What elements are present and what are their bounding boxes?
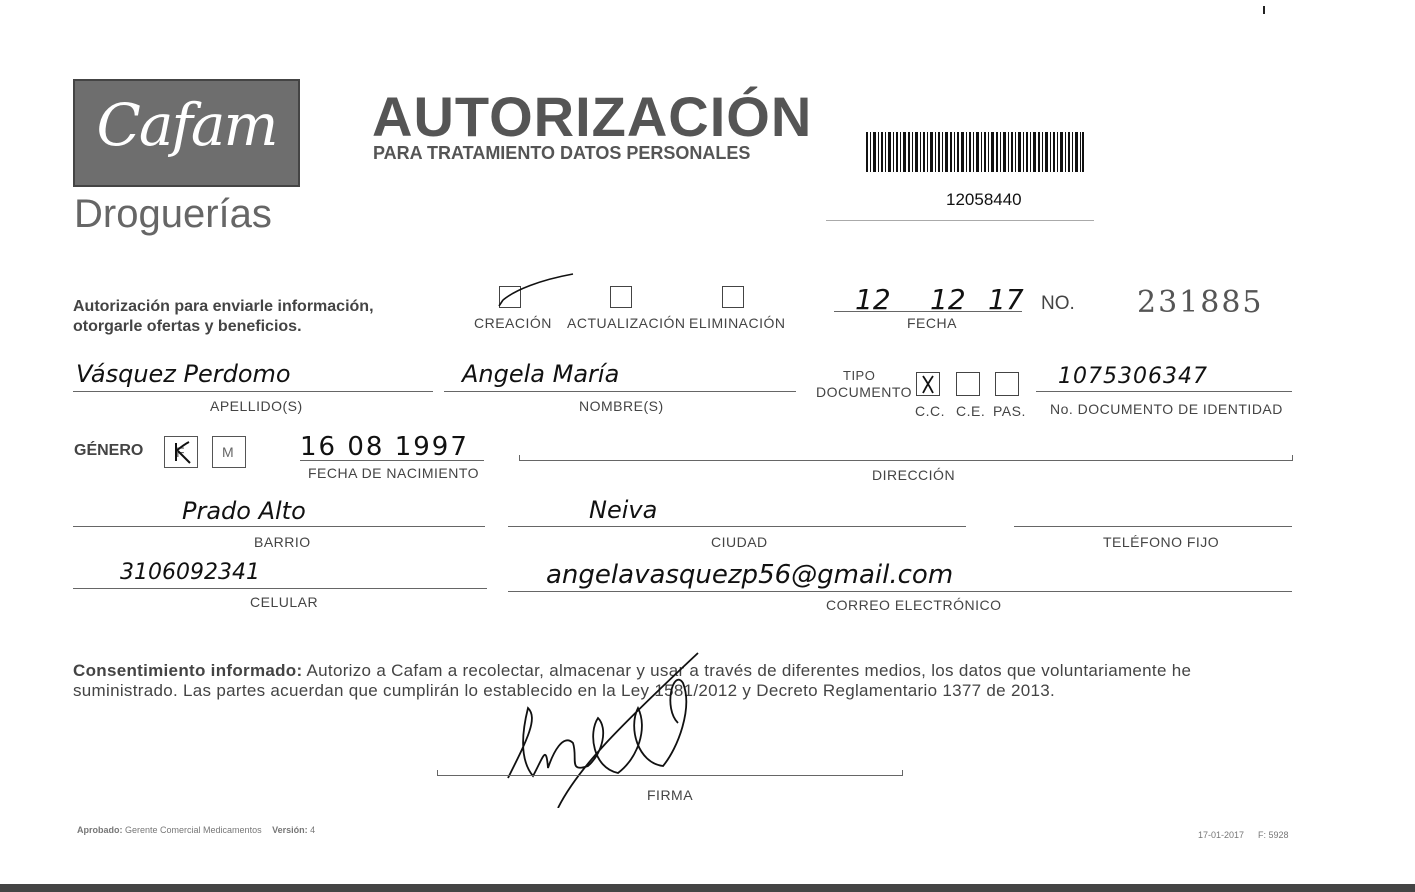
logo-text: Cafam xyxy=(96,91,277,159)
ciudad-value[interactable]: Neiva xyxy=(589,496,658,524)
page-title: AUTORIZACIÓN xyxy=(372,85,813,148)
ce-label: C.E. xyxy=(956,403,986,419)
signature-line-tick-left xyxy=(437,770,438,776)
cc-label: C.C. xyxy=(915,403,945,419)
telefono-line xyxy=(1014,526,1292,527)
actualizacion-label: ACTUALIZACIÓN xyxy=(567,315,686,331)
cafam-logo xyxy=(73,79,300,187)
direccion-label: DIRECCIÓN xyxy=(872,467,956,483)
celular-value[interactable]: 3106092341 xyxy=(120,560,260,585)
genero-m-checkbox[interactable] xyxy=(212,436,246,468)
actualizacion-checkbox[interactable] xyxy=(610,286,632,308)
aprobado-label: Aprobado: xyxy=(77,825,123,835)
tipo-documento-label-2: DOCUMENTO xyxy=(816,384,913,400)
brand-subtitle: Droguerías xyxy=(74,192,272,236)
correo-label: CORREO ELECTRÓNICO xyxy=(826,597,1002,613)
date-label: FECHA xyxy=(907,315,957,331)
genero-f-label: F xyxy=(176,444,186,460)
birth-date-label: FECHA DE NACIMIENTO xyxy=(308,465,480,481)
scan-mark xyxy=(1263,6,1265,14)
consent-lead: Consentimiento informado: xyxy=(73,661,303,680)
ciudad-line xyxy=(508,526,966,527)
signature-line xyxy=(437,775,903,776)
ce-checkbox[interactable] xyxy=(956,372,980,396)
signature-drawing xyxy=(488,648,708,808)
intro-line-1: Autorización para enviarle información, xyxy=(73,298,374,315)
direccion-line-tick-left xyxy=(519,455,520,461)
date-day[interactable]: 12 xyxy=(855,283,891,316)
ciudad-label: CIUDAD xyxy=(711,534,768,550)
eliminacion-checkbox[interactable] xyxy=(722,286,744,308)
birth-date-value[interactable]: 16 08 1997 xyxy=(300,432,469,462)
barcode xyxy=(866,132,1084,172)
genero-f-check-mark xyxy=(171,439,193,465)
genero-m-label: M xyxy=(222,444,235,460)
cc-check-mark xyxy=(918,373,938,395)
apellidos-value[interactable]: Vásquez Perdomo xyxy=(76,360,291,388)
aprobado-value: Gerente Comercial Medicamentos xyxy=(125,825,262,835)
apellidos-label: APELLIDO(S) xyxy=(210,398,303,414)
date-year[interactable]: 17 xyxy=(988,283,1024,316)
documento-value[interactable]: 1075306347 xyxy=(1058,364,1208,389)
correo-line xyxy=(508,591,1292,592)
nombres-label: NOMBRE(S) xyxy=(579,398,664,414)
nombres-value[interactable]: Angela María xyxy=(462,360,620,388)
barcode-number: 12058440 xyxy=(946,190,1022,209)
pas-label: PAS. xyxy=(993,403,1026,419)
apellidos-line xyxy=(73,391,433,392)
correo-value[interactable]: angelavasquezp56@gmail.com xyxy=(546,560,954,590)
documento-label: No. DOCUMENTO DE IDENTIDAD xyxy=(1050,401,1283,417)
celular-line xyxy=(73,588,487,589)
date-line xyxy=(834,311,1022,312)
footer-aprobado xyxy=(77,825,315,835)
genero-label: GÉNERO xyxy=(74,442,144,459)
celular-label: CELULAR xyxy=(250,594,319,610)
barcode-divider xyxy=(826,220,1094,221)
date-month[interactable]: 12 xyxy=(930,283,966,316)
telefono-label: TELÉFONO FIJO xyxy=(1103,534,1220,550)
version-value: 4 xyxy=(310,825,316,835)
signature-label: FIRMA xyxy=(647,787,694,803)
documento-line xyxy=(1036,391,1292,392)
serial-number: 231885 xyxy=(1137,285,1264,320)
nombres-line xyxy=(444,391,796,392)
tipo-documento-label-1: TIPO xyxy=(843,368,876,383)
birth-date-line xyxy=(300,460,484,461)
barrio-label: BARRIO xyxy=(254,534,311,550)
barrio-value[interactable]: Prado Alto xyxy=(182,497,306,525)
scan-bottom-edge xyxy=(0,884,1415,892)
number-label: NO. xyxy=(1041,293,1075,314)
signature-line-tick-right xyxy=(902,770,903,776)
page-subtitle: PARA TRATAMIENTO DATOS PERSONALES xyxy=(373,143,751,163)
direccion-line xyxy=(519,460,1293,461)
creacion-check-mark xyxy=(495,272,577,312)
eliminacion-label: ELIMINACIÓN xyxy=(689,315,786,331)
barrio-line xyxy=(73,526,485,527)
footer-form-code: F: 5928 xyxy=(1258,830,1289,840)
footer-date-code: 17-01-2017 xyxy=(1198,830,1245,840)
consent-text: Autorizo a Cafam a recolectar, almacenar y usar a través de diferentes medios, los datos que voluntariamente he suministrado. Las partes acuerdan que cumplirán lo establecido en la Ley 1581/2012 y Decreto Reglamentario 1377 de 2013. xyxy=(73,661,1192,700)
direccion-line-tick-right xyxy=(1292,455,1293,461)
pas-checkbox[interactable] xyxy=(995,372,1019,396)
creacion-label: CREACIÓN xyxy=(474,315,552,331)
intro-line-2: otorgarle ofertas y beneficios. xyxy=(73,318,302,335)
version-label: Versión: xyxy=(272,825,308,835)
